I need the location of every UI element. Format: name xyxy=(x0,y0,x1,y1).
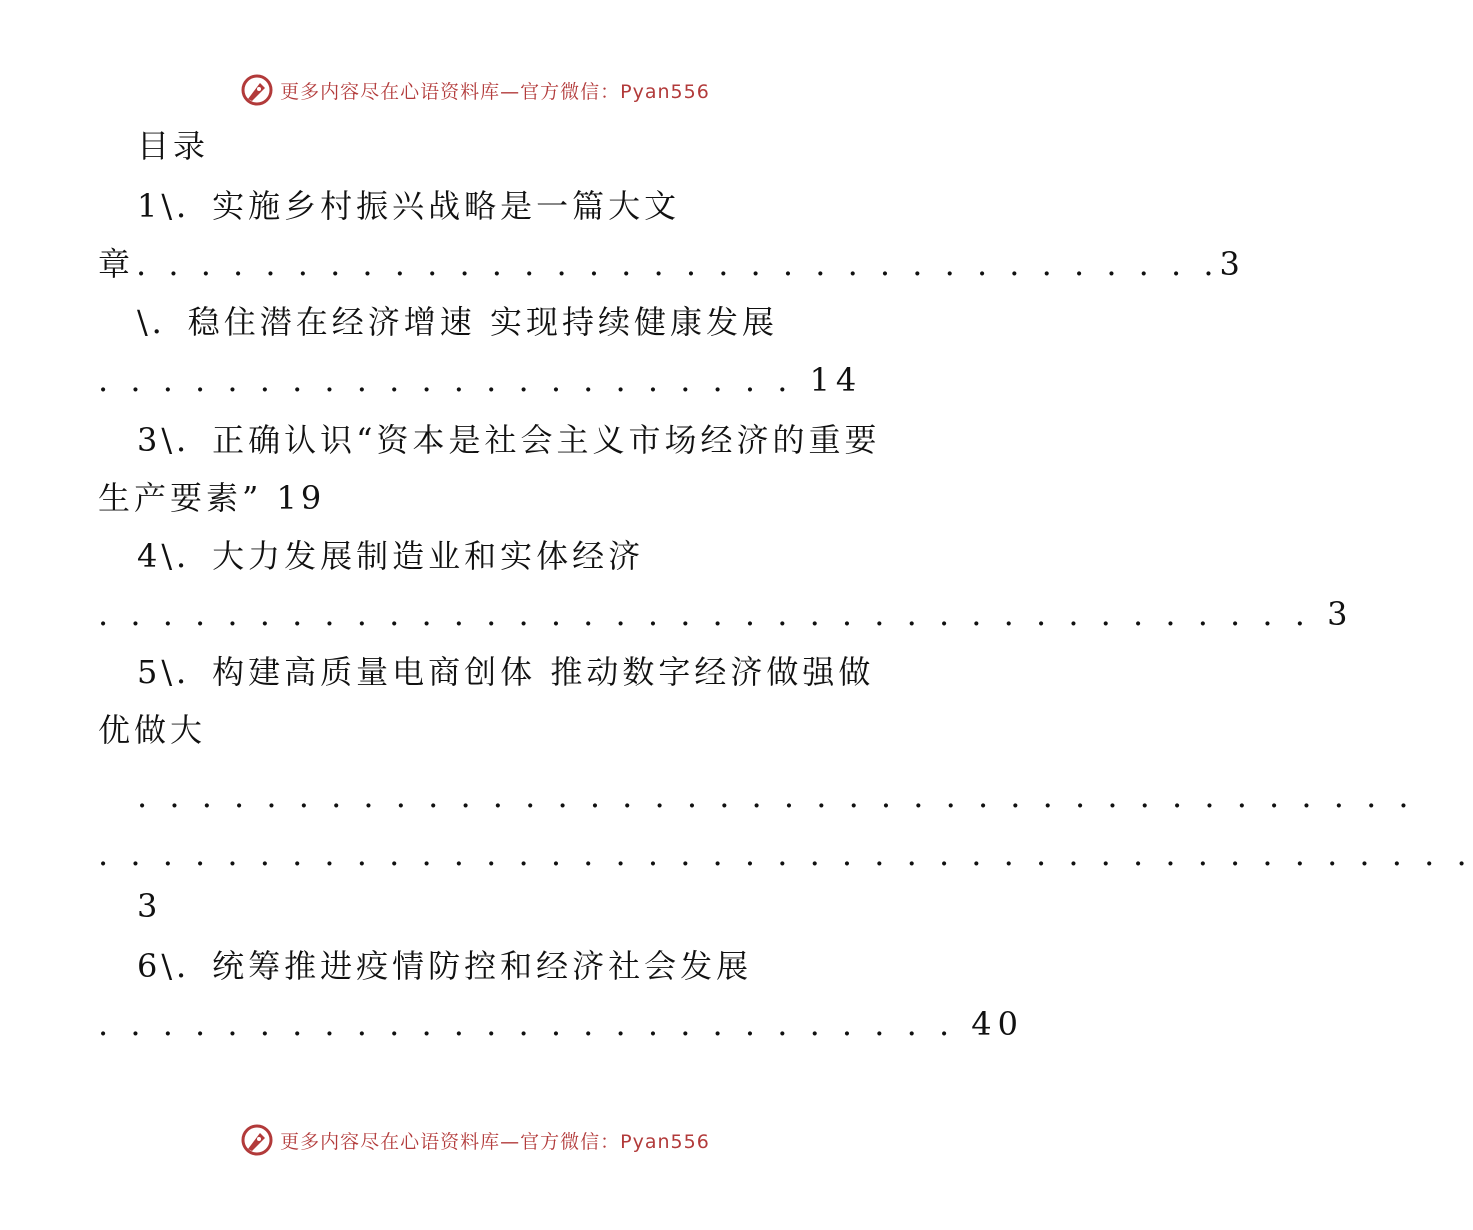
toc-entry-5-line-5: 3 xyxy=(137,887,162,925)
header-watermark xyxy=(0,70,950,110)
watermark-text: 更多内容尽在心语资料库—官方微信：Pyan556 xyxy=(280,1130,710,1153)
toc-entry-6-line-1: 6\．统筹推进疫情防控和经济社会发展 xyxy=(137,947,753,985)
pen-nib-logo-icon xyxy=(240,1123,274,1157)
toc-entry-4-line-2: . . . . . . . . . . . . . . . . . . . . . . . . . . . . . . . . . . . . . . 3 xyxy=(98,595,1354,633)
toc-entry-5-line-2: 优做大 xyxy=(98,711,207,749)
toc-entry-5-line-3: . . . . . . . . . . . . . . . . . . . . . . . . . . . . . . . . . . . . . . . . xyxy=(137,777,1415,815)
watermark-text: 更多内容尽在心语资料库—官方微信：Pyan556 xyxy=(280,80,710,103)
toc-entry-3-line-1: 3\．正确认识“资本是社会主义市场经济的重要 xyxy=(137,421,881,459)
footer-watermark xyxy=(0,1120,950,1160)
toc-entry-5-line-4: . . . . . . . . . . . . . . . . . . . . . . . . . . . . . . . . . . . . . . . . . . . xyxy=(98,835,1473,873)
toc-entry-2-line-1: \．稳住潜在经济增速 实现持续健康发展 xyxy=(137,303,778,341)
toc-entry-3-line-2: 生产要素” 19 xyxy=(98,479,326,517)
toc-entry-1-line-1: 1\．实施乡村振兴战略是一篇大文 xyxy=(137,187,681,225)
toc-entry-6-line-2: . . . . . . . . . . . . . . . . . . . . . . . . . . . 40 xyxy=(98,1005,1024,1043)
toc-entry-5-line-1: 5\．构建高质量电商创体 推动数字经济做强做 xyxy=(137,653,875,691)
toc-title: 目录 xyxy=(137,127,210,165)
toc-entry-2-line-2: . . . . . . . . . . . . . . . . . . . . . . 14 xyxy=(98,361,863,399)
toc-entry-1-line-2: 章. . . . . . . . . . . . . . . . . . . . . . . . . . . . . . . . . .3 xyxy=(98,245,1246,283)
toc-entry-4-line-1: 4\．大力发展制造业和实体经济 xyxy=(137,537,645,575)
pen-nib-logo-icon xyxy=(240,73,274,107)
